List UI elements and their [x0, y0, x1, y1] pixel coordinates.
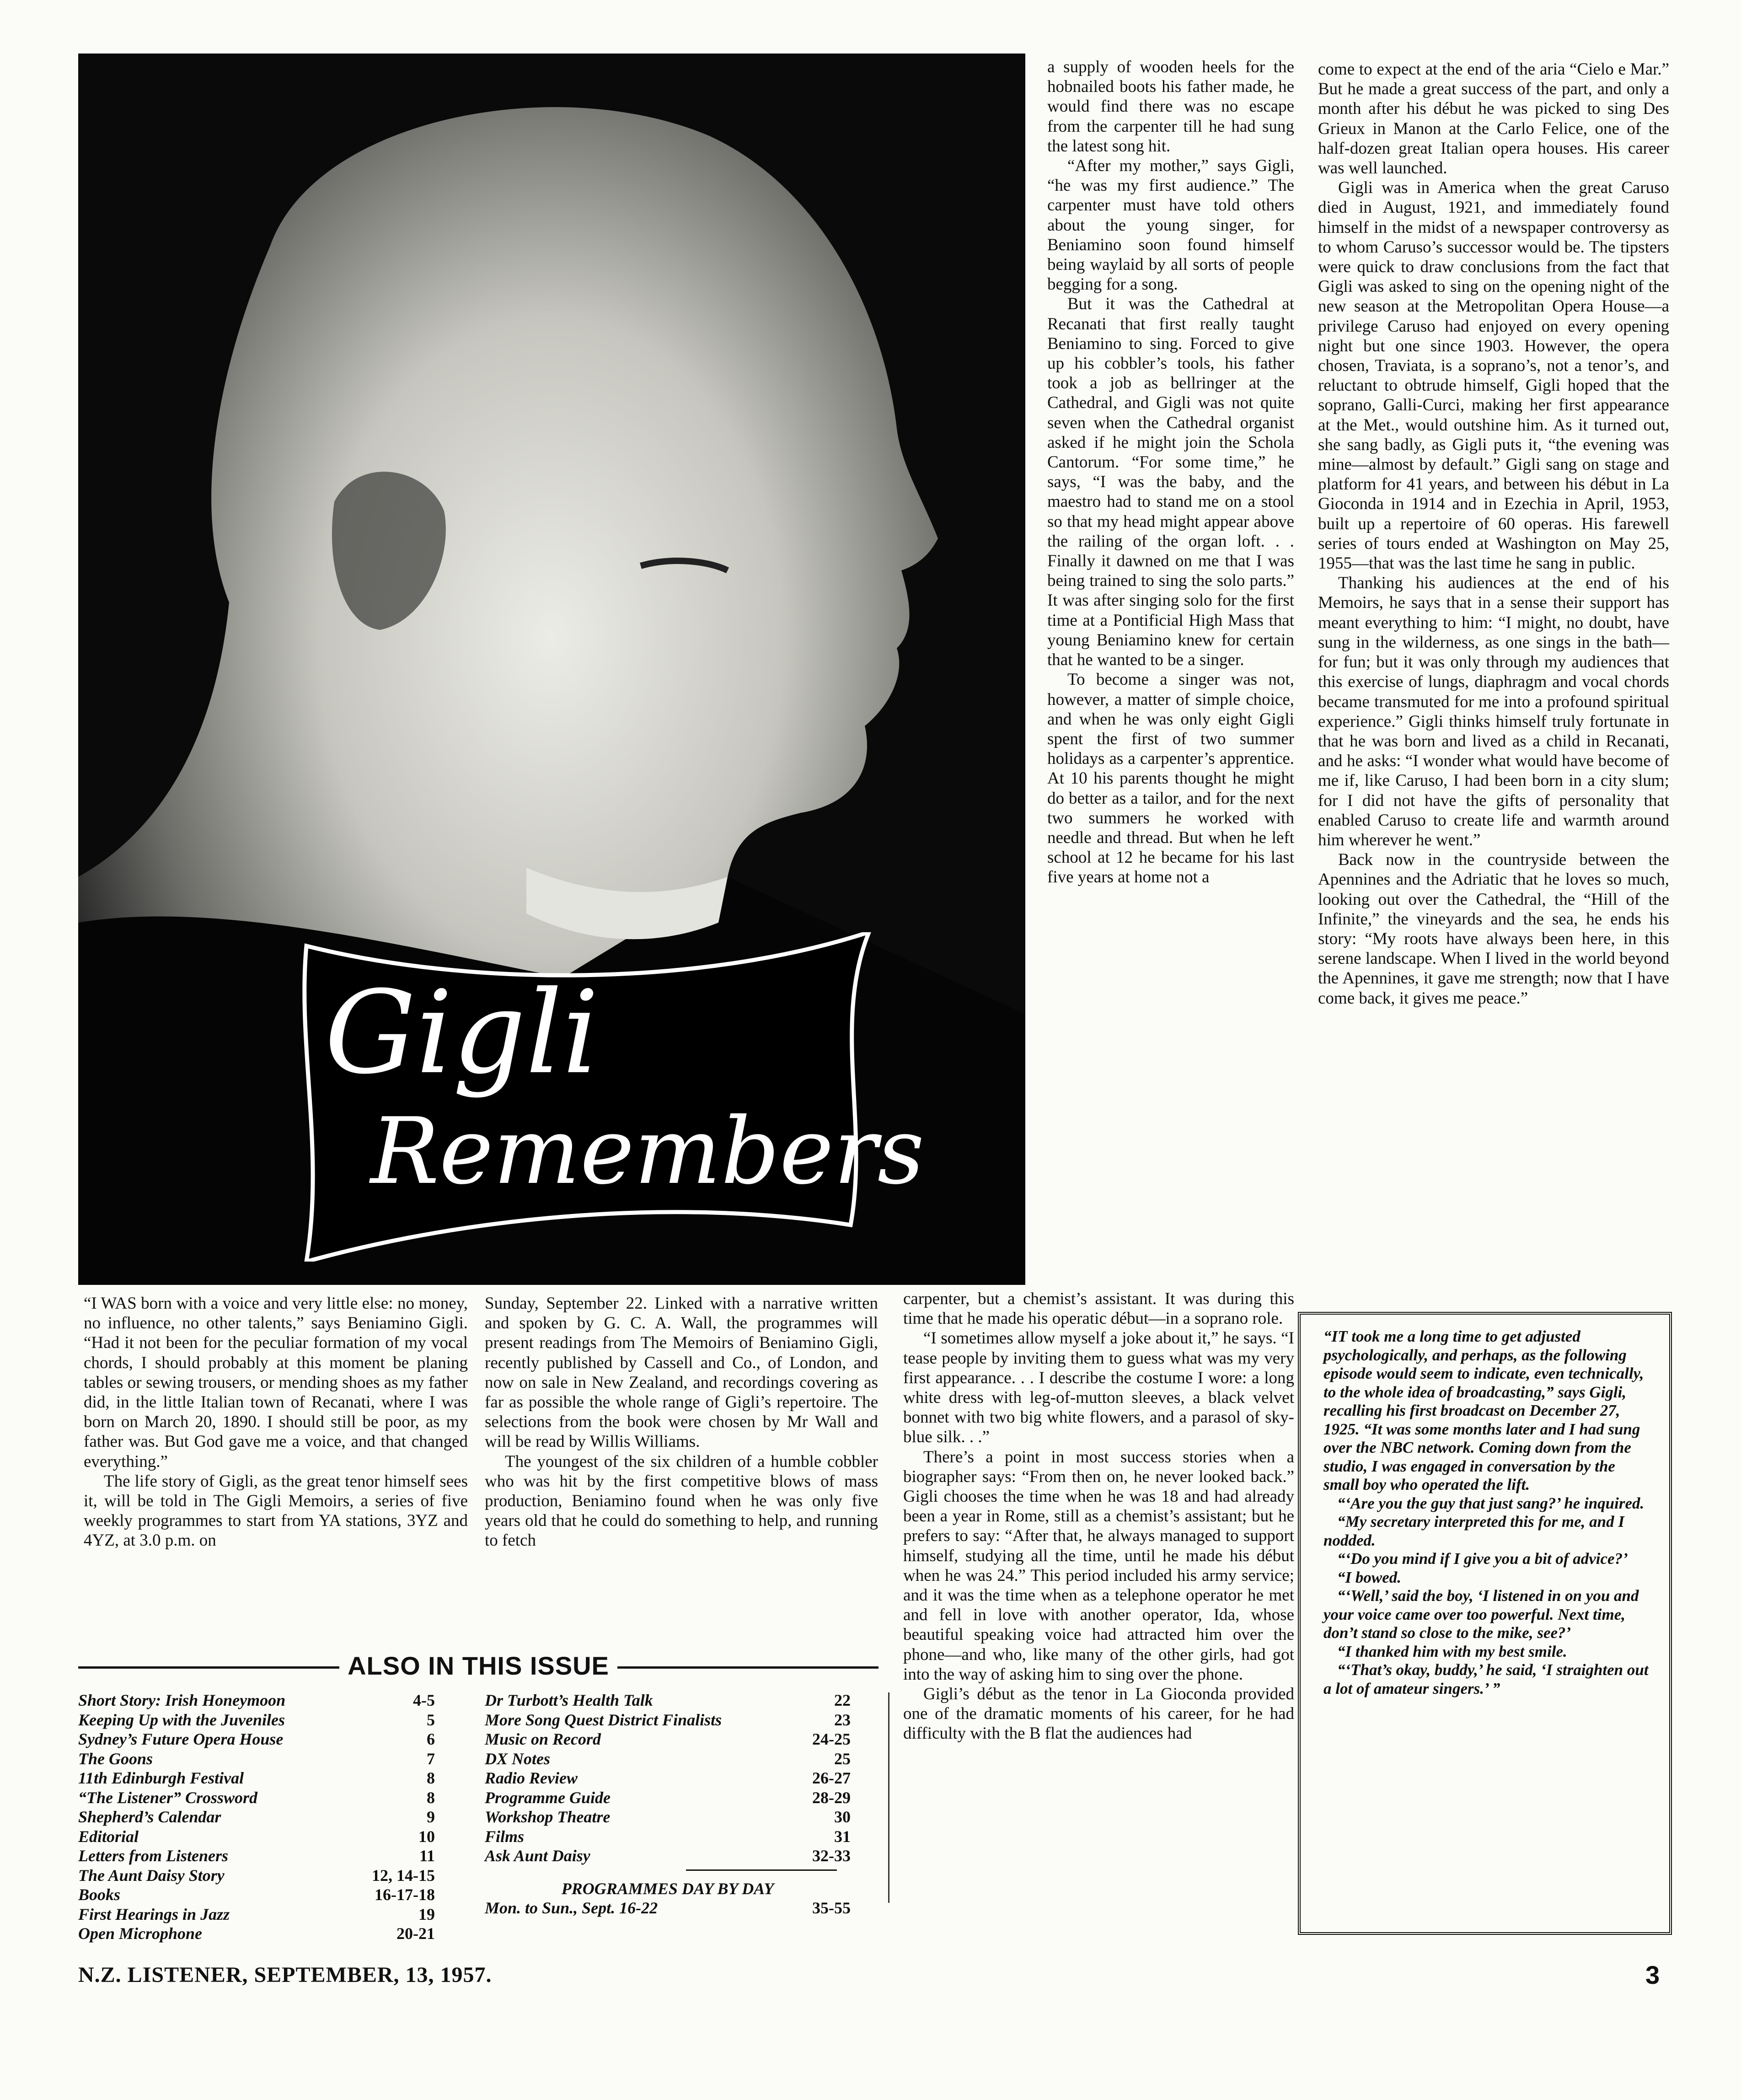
contents-page: 35-55 — [812, 1899, 851, 1917]
contents-list-right — [485, 1691, 851, 1918]
title-line-1: Gigli — [325, 966, 599, 1099]
title-banner — [288, 932, 925, 1262]
page-number: 3 — [1645, 1960, 1660, 1989]
contents-page: 10 — [418, 1827, 435, 1846]
contents-page: 7 — [427, 1749, 435, 1768]
contents-page: 30 — [834, 1808, 851, 1826]
contents-page: 28-29 — [812, 1788, 851, 1807]
contents-item[interactable] — [78, 1729, 435, 1749]
contents-item[interactable] — [78, 1807, 435, 1827]
contents-title: Open Microphone — [78, 1924, 203, 1943]
contents-title: The Aunt Daisy Story — [78, 1866, 225, 1885]
contents-title: Ask Aunt Daisy — [485, 1847, 590, 1865]
contents-title: Sydney’s Future Opera House — [78, 1730, 284, 1748]
contents-page: 19 — [418, 1905, 435, 1923]
contents-title: Music on Record — [485, 1730, 601, 1748]
paragraph: To become a singer was not, however, a matter of simple choice, and when he was only eight Gigli spent the first of two summer holidays as a carpenter’s apprentice. At 10 his parents thought he might do better as a tailor, and for the next two summers he worked with needle and thread. But when he left school at 12 he became for his last five years at home not a — [1047, 670, 1294, 887]
paragraph: Sunday, September 22. Linked with a narrative written and spoken by G. C. A. Wall, the programmes will present readings from The Memoirs of Beniamino Gigli, recently published by Cassell and Co., of London, and now on sale in New Zealand, and recordings covering as far as possible the whole range of Gigli’s repertoire. The selections from the book were chosen by Mr Wall and will be read by Willis Williams. — [485, 1294, 878, 1451]
contents-title: Keeping Up with the Juveniles — [78, 1710, 285, 1729]
contents-page: 5 — [427, 1710, 435, 1729]
contents-page: 26-27 — [812, 1769, 851, 1787]
contents-item[interactable] — [78, 1846, 435, 1866]
sidebar-paragraph: “My secretary interpreted this for me, and I nodded. — [1323, 1513, 1625, 1549]
contents-item[interactable] — [485, 1768, 851, 1788]
paragraph-lead: “I WAS born with a voice and very little else: no money, no influence, no other talents,” says Beniamino Gigli. “Had it not been for the peculiar formation of my vocal chords, I should probably at this moment be planing tables or sewing trousers, or mending shoes as my father did, in the little Italian town of Recanati, where I was born on March 20, 1890. I should still be poor, as my father was. But God gave me a voice, and that changed everything.” — [84, 1294, 468, 1471]
contents-title: Films — [485, 1827, 525, 1846]
contents-page: 20-21 — [396, 1924, 435, 1943]
article-column-middle-lower — [903, 1289, 1294, 1744]
sidebar-anecdote-box — [1298, 1312, 1672, 1935]
contents-list-left — [78, 1691, 435, 1944]
contents-item[interactable] — [485, 1788, 851, 1808]
paragraph: a supply of wooden heels for the hobnailed boots his father made, he would find there was no escape from the carpenter till he had sung the latest song hit. — [1047, 58, 1294, 156]
sidebar-paragraph: “‘Are you the guy that just sang?’ he inquired. — [1337, 1494, 1645, 1512]
contents-item[interactable] — [78, 1768, 435, 1788]
contents-title: The Goons — [78, 1749, 153, 1768]
contents-item[interactable] — [485, 1749, 851, 1769]
also-in-this-issue-heading — [78, 1652, 879, 1680]
contents-title: First Hearings in Jazz — [78, 1905, 230, 1923]
contents-item[interactable] — [485, 1846, 851, 1866]
contents-page: 25 — [834, 1749, 851, 1768]
contents-page: 24-25 — [812, 1730, 851, 1748]
contents-title: Programme Guide — [485, 1788, 611, 1807]
paragraph: The youngest of the six children of a humble cobbler who was hit by the first competitive blows of mass production, Beniamino found when he was only five years old that he could do something to help, and running to fetch — [485, 1452, 878, 1550]
column-rule — [888, 1692, 889, 1903]
paragraph: carpenter, but a chemist’s assistant. It was during this time that he made his operatic début—in a soprano role. — [903, 1289, 1294, 1328]
sidebar-paragraph: “I bowed. — [1337, 1568, 1401, 1586]
paragraph: “I sometimes allow myself a joke about it,” he says. “I tease people by inviting them to guess what was my very first appearance. . . I describe the costume I wore: a long white dress with leg-of-mutton sleeves, a black velvet bonnet with two big white flowers, and a parasol of sky-blue silk. . .” — [903, 1329, 1294, 1447]
contents-item[interactable] — [485, 1710, 851, 1730]
contents-item[interactable] — [78, 1905, 435, 1924]
page-footer-masthead: N.Z. LISTENER, SEPTEMBER, 13, 1957. — [78, 1963, 492, 1987]
paragraph: “After my mother,” says Gigli, “he was my first audience.” The carpenter must have told others about the young singer, for Beniamino soon found himself being waylaid by all sorts of people begging for a song. — [1047, 156, 1294, 294]
contents-title: Radio Review — [485, 1769, 578, 1787]
paragraph: Back now in the countryside between the Apennines and the Adriatic that he loves so much, looking out over the Cathedral, the “Hill of the Infinite,” the vineyards and the sea, he ends his story: “My roots have always been here, in this serene landscape. When I lived in the world beyond the Apennines, it gave me strength; now that I have come back, it gives me peace.” — [1318, 850, 1669, 1008]
paragraph: There’s a point in most success stories when a biographer says: “From then on, he never looked back.” Gigli chooses the time when he was 18 and had already been a year in Rome, still as a chemist’s assistant; but he prefers to say: “After that, he always managed to support himself, studying all the time, until he made his début when he was 24.” This period included his army service; and it was the time when as a telephone operator he met and fell in love with another operator, Ida, whose beautiful speaking voice had attracted him over the phone—and who, like many of the other girls, had got into the way of asking him to sing over the phone. — [903, 1447, 1294, 1684]
contents-title: Editorial — [78, 1827, 139, 1846]
contents-item[interactable] — [485, 1729, 851, 1749]
paragraph: Gigli was in America when the great Caruso died in August, 1921, and immediately found himself in the midst of a newspaper controversy as to whom Caruso’s successor would be. The tipsters were quick to draw conclusions from the fact that Gigli was asked to sing on the opening night of the new season at the Metropolitan Opera House—a privilege Caruso had enjoyed on every opening night but one since 1903. However, the opera chosen, Traviata, is a soprano’s, not a tenor’s, and reluctant to obtrude himself, Gigli hoped that the soprano, Galli-Curci, making her first appearance at the Met., would outshine him. As it turned out, she sang badly, as Gigli puts it, “the evening was mine—almost by default.” Gigli sang on stage and platform for 41 years, and between his début in La Gioconda in 1914 and in Ezechia in April, 1953, built up a repertoire of 60 operas. His farewell series of tours ended at Washington on May 25, 1955—that was the last time he sang in public. — [1318, 178, 1669, 573]
sidebar-paragraph: “‘Well,’ said the boy, ‘I listened in on you and your voice came over too powerful. Next time, don’t stand so close to the mike, see?’ — [1323, 1587, 1639, 1642]
article-column-middle-upper — [1047, 57, 1294, 887]
contents-item[interactable] — [78, 1827, 435, 1847]
contents-title: Workshop Theatre — [485, 1808, 611, 1826]
contents-page: 16-17-18 — [375, 1885, 435, 1904]
article-column-left-1 — [84, 1294, 468, 1551]
contents-page: 11 — [419, 1847, 435, 1865]
contents-title: Letters from Listeners — [78, 1847, 228, 1865]
paragraph: come to expect at the end of the aria “Cielo e Mar.” But he made a great success of the part, and only a month after his début he was picked to sing Des Grieux in Manon at the Carlo Felice, one of the half-dozen great Italian opera houses. His career was well launched. — [1318, 60, 1669, 178]
contents-page: 6 — [427, 1730, 435, 1748]
contents-page: 31 — [834, 1827, 851, 1846]
contents-page: 12, 14-15 — [372, 1866, 435, 1885]
title-line-2: Remembers — [370, 1098, 925, 1205]
contents-page: 8 — [427, 1788, 435, 1807]
contents-page: 4-5 — [413, 1691, 435, 1709]
contents-item[interactable] — [78, 1866, 435, 1885]
sidebar-paragraph: “‘That’s okay, buddy,’ he said, ‘I straighten out a lot of amateur singers.’ ” — [1323, 1661, 1649, 1697]
contents-page: 22 — [834, 1691, 851, 1709]
paragraph: The life story of Gigli, as the great tenor himself sees it, will be told in The Gigli Memoirs, a series of five weekly programmes to start from YA stations, 3YZ and 4YZ, at 3.0 p.m. on — [84, 1472, 468, 1550]
contents-item[interactable] — [78, 1885, 435, 1905]
contents-item[interactable] — [78, 1691, 435, 1710]
contents-item[interactable] — [485, 1827, 851, 1847]
contents-page: 32-33 — [812, 1847, 851, 1865]
paragraph: Thanking his audiences at the end of his Memoirs, he says that in a sense their support has meant everything to him: “I might, no doubt, have sung in the wilderness, as one sings in the bath—for fun; but it was only through my audiences that this exercise of lungs, diaphragm and vocal chords became transmuted for me into a profound spiritual experience.” Gigli thinks himself truly fortunate in that he was born and lived as a child in Recanati, and he asks: “I wonder what would have become of me if, like Caruso, I had been born in a city slum; for I did not have the gifts of personality that enabled Caruso to create life and warmth around him wherever he went.” — [1318, 574, 1669, 849]
contents-title: Books — [78, 1885, 121, 1904]
sidebar-paragraph: “I thanked him with my best smile. — [1337, 1642, 1567, 1660]
contents-page: 9 — [427, 1808, 435, 1826]
divider — [686, 1869, 837, 1871]
contents-item[interactable] — [485, 1807, 851, 1827]
contents-title: Short Story: Irish Honeymoon — [78, 1691, 286, 1709]
contents-title: Mon. to Sun., Sept. 16-22 — [485, 1899, 658, 1917]
contents-item[interactable] — [78, 1924, 435, 1944]
article-column-right — [1318, 59, 1669, 1008]
contents-title: Dr Turbott’s Health Talk — [485, 1691, 653, 1709]
contents-item[interactable] — [78, 1710, 435, 1730]
contents-item[interactable] — [78, 1749, 435, 1769]
article-column-left-2 — [485, 1294, 878, 1551]
contents-page: 8 — [427, 1769, 435, 1787]
contents-item[interactable] — [78, 1788, 435, 1808]
also-heading-text: ALSO IN THIS ISSUE — [339, 1651, 617, 1680]
contents-item[interactable] — [485, 1898, 851, 1918]
contents-title: “The Listener” Crossword — [78, 1788, 258, 1807]
contents-title: Shepherd’s Calendar — [78, 1808, 221, 1826]
paragraph: Gigli’s début as the tenor in La Gioconda provided one of the dramatic moments of his career, for he had difficulty with the B flat the audiences had — [903, 1685, 1294, 1743]
sidebar-paragraph: “IT took me a long time to get adjusted psychologically, and perhaps, as the following episode would seem to indicate, even technically, to the whole idea of broadcasting,” says Gigli, recalling his first broadcast on December 27, 1925. “It was some months later and I had sung over the NBC network. Coming down from the studio, I was engaged in conversation by the small boy who operated the lift. — [1323, 1327, 1644, 1493]
contents-title: More Song Quest District Finalists — [485, 1710, 722, 1729]
contents-title: 11th Edinburgh Festival — [78, 1769, 244, 1787]
paragraph: But it was the Cathedral at Recanati that first really taught Beniamino to sing. Forced to give up his cobbler’s tools, his father took a job as bellringer at the Cathedral, and Gigli was not quite seven when the Cathedral organist asked if he might join the Schola Cantorum. “For some time,” he says, “I was the baby, and the maestro had to stand me on a stool so that my head might appear above the railing of the organ loft. . . Finally it dawned on me that I was being trained to sing the solo parts.” It was after singing solo for the first time at a Pontificial High Mass that young Beniamino knew for certain that he wanted to be a singer. — [1047, 295, 1294, 670]
contents-page: 23 — [834, 1710, 851, 1729]
contents-title: DX Notes — [485, 1749, 550, 1768]
programmes-heading: PROGRAMMES DAY BY DAY — [561, 1879, 774, 1898]
contents-item[interactable] — [485, 1691, 851, 1710]
sidebar-paragraph: “‘Do you mind if I give you a bit of advice?’ — [1337, 1550, 1628, 1568]
